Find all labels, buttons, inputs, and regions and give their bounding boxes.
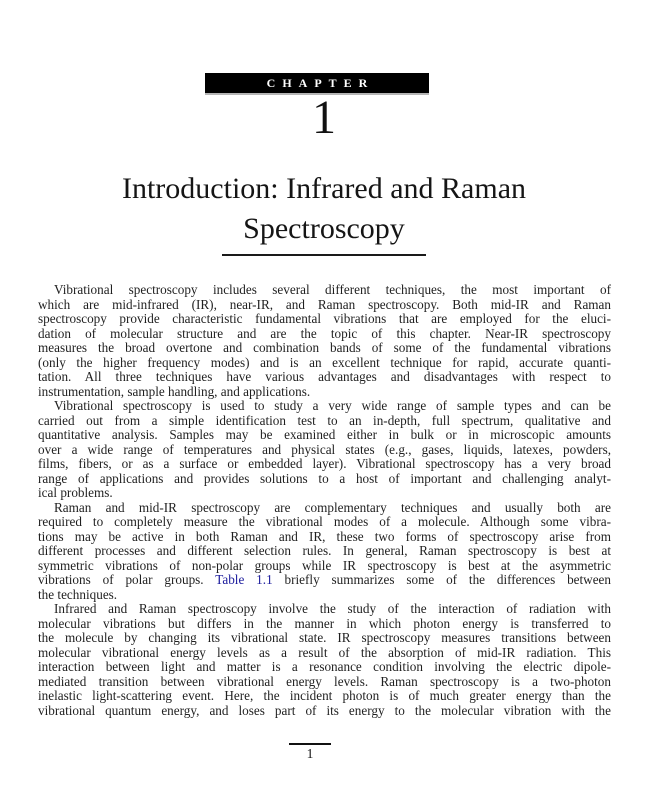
paragraph bbox=[38, 283, 611, 399]
paragraph bbox=[38, 399, 611, 501]
text-line: Vibrational spectroscopy is used to study a very wide range of sample types and can be bbox=[54, 398, 611, 413]
chapter-banner-label: CHAPTER bbox=[266, 76, 375, 90]
text-line: Raman and mid-IR spectroscopy are complementary techniques and usually both are bbox=[54, 499, 611, 515]
text-line: symmetric vibrations of non-polar groups while IR spectroscopy is best at the asymmetric bbox=[38, 557, 611, 573]
text-line: range of applications and provides solutions to a host of important and challenging analyt- bbox=[38, 470, 611, 486]
chapter-number: 1 bbox=[312, 91, 336, 144]
text-line: required to completely measure the vibrational modes of a molecule. Although some vibra- bbox=[38, 514, 611, 529]
text-line: molecular vibrations but differs in the manner in which photon energy is transferred to bbox=[38, 615, 611, 631]
text-line: Infrared and Raman spectroscopy involve the study of the interaction of radiation with bbox=[54, 601, 611, 616]
text-line: vibrations of polar groups. Table 1.1 briefly summarizes some of the differences between bbox=[38, 572, 612, 587]
text-line: inelastic light-scattering event. Here, the incident photon is of much greater energy than the bbox=[38, 688, 611, 703]
text-line: quantitative analysis. Samples may be examined either in bulk or in microscopic amounts bbox=[38, 427, 611, 442]
text-line: which are mid-infrared (IR), near-IR, and Raman spectroscopy. Both mid-IR and Raman bbox=[38, 296, 611, 312]
page-title bbox=[0, 169, 648, 256]
text-line: over a wide range of temperatures and physical states (e.g., gases, liquids, latexes, powders, bbox=[38, 441, 611, 457]
text-line: molecular vibrational energy levels as a result of the absorption of mid-IR radiation. This bbox=[38, 644, 611, 660]
text-line: measures the broad overtone and combination bands of some of the fundamental vibrations bbox=[38, 340, 611, 355]
paragraph bbox=[38, 602, 611, 718]
text-line: Vibrational spectroscopy includes several different techniques, the most important of bbox=[54, 282, 611, 297]
text-line: vibrational quantum energy, and loses part of its energy to the molecular vibration with the bbox=[38, 702, 611, 718]
paragraph bbox=[38, 501, 611, 603]
text-line: the techniques. bbox=[38, 586, 118, 602]
footer-rule bbox=[289, 743, 331, 745]
page-title-underlined-word: Spectroscopy bbox=[222, 209, 426, 256]
text-line: interaction between light and matter is a resonance condition involving the electric dipole- bbox=[38, 659, 611, 674]
page-title-line-1: Introduction: Infrared and Raman bbox=[121, 172, 527, 205]
text-line: the molecule by changing its vibrational state. IR spectroscopy measures transitions between bbox=[38, 630, 611, 645]
text-line: mediated transition between vibrational energy levels. Raman spectroscopy is a two-photon bbox=[38, 673, 611, 689]
text-line: dation of molecular structure and are the topic of this chapter. Near-IR spectroscopy bbox=[38, 325, 611, 341]
text-line: tation. All three techniques have various advantages and disadvantages with respect to bbox=[38, 369, 611, 384]
text-line: ical problems. bbox=[38, 485, 113, 500]
table-1-1-link[interactable]: Table 1.1 bbox=[215, 572, 273, 587]
chapter-banner bbox=[205, 73, 429, 93]
text-line: (only the higher frequency modes) and is an excellent technique for rapid, accurate quanti- bbox=[38, 354, 611, 370]
text-line: different processes and different selection rules. In general, Raman spectroscopy is best at bbox=[38, 543, 611, 558]
body-text bbox=[38, 283, 611, 718]
text-line: carried out from a simple identification test to an in-depth, full spectrum, qualitative and bbox=[38, 412, 611, 428]
text-line: instrumentation, sample handling, and applications. bbox=[38, 383, 311, 399]
page-number: 1 bbox=[306, 746, 314, 761]
page-title-line-2 bbox=[0, 209, 648, 256]
text-line: films, fibers, or as a surface or embedded layer). Vibrational spectroscopy has a very broad bbox=[38, 456, 611, 471]
text-line: tions may be active in both Raman and IR, these two forms of spectroscopy arise from bbox=[38, 528, 611, 544]
text-line: spectroscopy provide characteristic fundamental vibrations that are employed for the eluci- bbox=[38, 311, 611, 326]
